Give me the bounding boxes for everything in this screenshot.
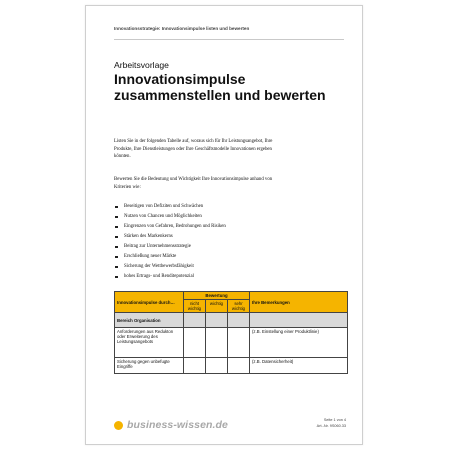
section-row — [115, 313, 348, 328]
table-header-row — [115, 292, 348, 300]
list-item: hohes Ertrags- und Renditepotenzial — [114, 272, 226, 282]
remark-cell[interactable]: (z.B. Datensicherheit) — [250, 358, 348, 374]
evaluation-table — [114, 291, 348, 374]
list-item: Erschließung neuer Märkte — [114, 252, 226, 262]
list-item: Beseitigen von Defiziten und Schwächen — [114, 202, 226, 212]
intro-paragraph: Listen Sie in der folgenden Tabelle auf, woraus sich für Ihr Leistungsangebot, Ihre Produkte, Ihre Dienstleistungen oder Ihre Geschäftsmodelle Innovationen ergeben könnten. — [114, 139, 273, 160]
header-divider — [114, 39, 344, 40]
remark-cell[interactable]: (z.B. Einstellung einer Produktlinie) — [250, 328, 348, 358]
article-number: Art.-Nr. 9S060.33 — [316, 424, 346, 428]
footer-logo — [114, 419, 228, 431]
document-title: Innovationsimpulse zusammenstellen und bewerten — [114, 71, 326, 103]
table-row — [115, 358, 348, 374]
rating-important-header: wichtig — [206, 300, 228, 313]
rating-cell[interactable] — [228, 328, 250, 358]
section-cell — [184, 313, 206, 328]
rating-cell[interactable] — [184, 328, 206, 358]
col-impulse-header: Innovationsimpulse durch… — [115, 292, 184, 313]
col-rating-header: Bewertung — [184, 292, 250, 300]
running-header: Innovationsstrategie: Innovationsimpulse listen und bewerten — [114, 26, 250, 31]
section-cell — [250, 313, 348, 328]
list-item: Sicherung der Wettbewerbsfähigkeit — [114, 262, 226, 272]
list-item: Eingrenzen von Gefahren, Bedrohungen und Risiken — [114, 222, 226, 232]
footer-meta — [317, 417, 346, 429]
table-row — [115, 328, 348, 358]
section-cell — [228, 313, 250, 328]
rating-not-important-header: nicht wichtig — [184, 300, 206, 313]
rating-cell[interactable] — [206, 358, 228, 374]
impulse-cell: Sicherung gegen unbefugte Eingriffe — [115, 358, 184, 374]
list-item: Beitrag zur Unternehmensstrategie — [114, 242, 226, 252]
list-item: Stärken des Markenkerns — [114, 232, 226, 242]
section-label: Bereich Organisation — [115, 313, 184, 328]
document-page — [85, 5, 363, 445]
logo-text: business-wissen.de — [127, 419, 229, 431]
rating-cell[interactable] — [228, 358, 250, 374]
rating-very-important-header: sehr wichtig — [228, 300, 250, 313]
impulse-cell: Anforderungen aus Redukton oder Erweiterung des Leistungsangebots — [115, 328, 184, 358]
criteria-paragraph: Bewerten Sie die Bedeutung und Wichtigkeit Ihre Innovationsimpulse anhand von Kriterien wie: — [114, 177, 273, 190]
section-cell — [206, 313, 228, 328]
rating-cell[interactable] — [184, 358, 206, 374]
page-number: Seite 1 von 4 — [323, 418, 346, 422]
col-remarks-header: Ihre Bemerkungen — [250, 292, 348, 313]
document-subtitle: Arbeitsvorlage — [114, 60, 169, 70]
criteria-list — [114, 202, 226, 282]
logo-dot-icon — [114, 421, 123, 430]
rating-cell[interactable] — [206, 328, 228, 358]
list-item: Nutzen von Chancen und Möglichkeiten — [114, 212, 226, 222]
